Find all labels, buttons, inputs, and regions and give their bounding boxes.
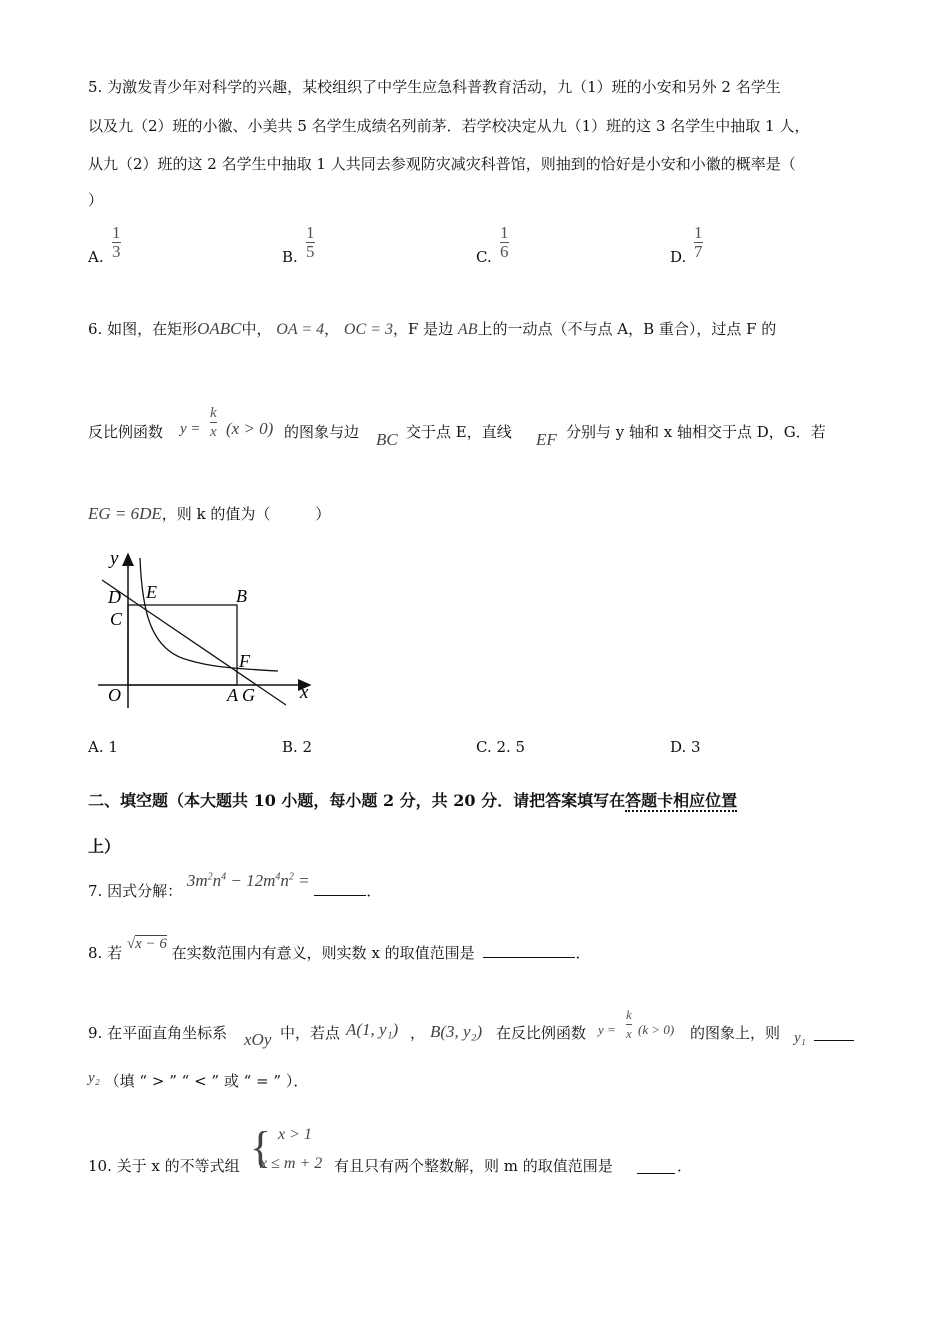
q10-brace: { bbox=[250, 1123, 272, 1172]
q9-line2: y₂ （填 “ > ” “ < ” 或 “ = ” ）． bbox=[88, 1070, 309, 1090]
label-c: C bbox=[110, 609, 123, 629]
q8-answer-blank[interactable] bbox=[483, 957, 575, 958]
q5-line3: 从九（2）班的这 2 名学生中抽取 1 人共同去参观防灾减灾科普馆，则抽到的恰好是小安和小徽的概率是（ bbox=[88, 155, 796, 173]
option-label: B. bbox=[282, 248, 298, 266]
q7: 7. 因式分解： $3m^2n^4 - 12m^4n^2$ = ． bbox=[88, 871, 382, 900]
q8: 8. 若 √x − 6 在实数范围内有意义，则实数 x 的取值范围是 ． bbox=[88, 936, 591, 962]
option-fraction: 1 3 bbox=[112, 223, 121, 261]
q8-sqrt: √x − 6 bbox=[126, 936, 167, 952]
label-b: B bbox=[236, 586, 247, 606]
q6-line1: 6. 如图，在矩形OABC中， OA = 4， OC = 3，F 是边 AB上的一动点（不与点 A，B 重合），过点 F 的 bbox=[88, 319, 777, 338]
option-label: A. bbox=[88, 248, 104, 266]
q6-option-c[interactable]: C. 2. 5 bbox=[476, 738, 526, 756]
q10-answer-blank[interactable] bbox=[637, 1158, 675, 1174]
q6-option-b[interactable]: B. 2 bbox=[282, 738, 313, 756]
label-d: D bbox=[108, 587, 121, 607]
label-e: E bbox=[146, 582, 157, 602]
q6-option-d[interactable]: D. 3 bbox=[670, 738, 701, 756]
option-fraction: 1 7 bbox=[694, 223, 703, 261]
rectangle-oabc bbox=[128, 605, 237, 685]
section2-heading-end: 上） bbox=[88, 837, 121, 856]
q6-figure bbox=[88, 540, 338, 720]
q10: 10. 关于 x 的不等式组 { x > 1 x ≤ m + 2 有且只有两个整数解，则 m 的取值范围是 ． bbox=[88, 1123, 693, 1175]
option-label: C. bbox=[476, 248, 492, 266]
label-y: y bbox=[110, 548, 119, 569]
line-ef bbox=[102, 580, 286, 705]
q9-answer-blank[interactable] bbox=[814, 1024, 854, 1041]
option-fraction: 1 5 bbox=[306, 223, 315, 261]
q6-option-a[interactable]: A. 1 bbox=[88, 738, 118, 756]
label-x: x bbox=[300, 682, 309, 703]
q9-line1: 9. 在平面直角坐标系 xOy 中，若点 A(1, y₁) ， B(3, y₂) 在反比例函数 y = k x (k > 0) 的图象上，则 y₁ bbox=[88, 1018, 948, 1058]
label-f: F bbox=[239, 651, 250, 671]
label-g: G bbox=[242, 685, 255, 705]
q5-line4: ） bbox=[88, 191, 104, 209]
label-o: O bbox=[108, 685, 121, 705]
q5-line1: 5. 为激发青少年对科学的兴趣，某校组织了中学生应急科普教育活动，九（1）班的小安和另外 2 名学生 bbox=[88, 78, 781, 96]
q6-line3: EG = 6DE，则 k 的值为（ ） bbox=[88, 504, 331, 523]
option-fraction: 1 6 bbox=[500, 223, 509, 261]
q7-expression: $3m^2n^4 - 12m^4n^2$ = bbox=[186, 871, 310, 890]
hyperbola-curve bbox=[140, 558, 278, 671]
section2-heading: 二、填空题（本大题共 10 小题，每小题 2 分，共 20 分．请把答案填写在答题卡相应位置 bbox=[88, 791, 738, 810]
label-a: A bbox=[227, 685, 238, 705]
q5-line2: 以及九（2）班的小徽、小美共 5 名学生成绩名列前茅．若学校决定从九（1）班的这 3 名学生中抽取 1 人， bbox=[88, 117, 810, 135]
q7-answer-blank[interactable] bbox=[314, 895, 366, 896]
option-label: D. bbox=[670, 248, 687, 266]
